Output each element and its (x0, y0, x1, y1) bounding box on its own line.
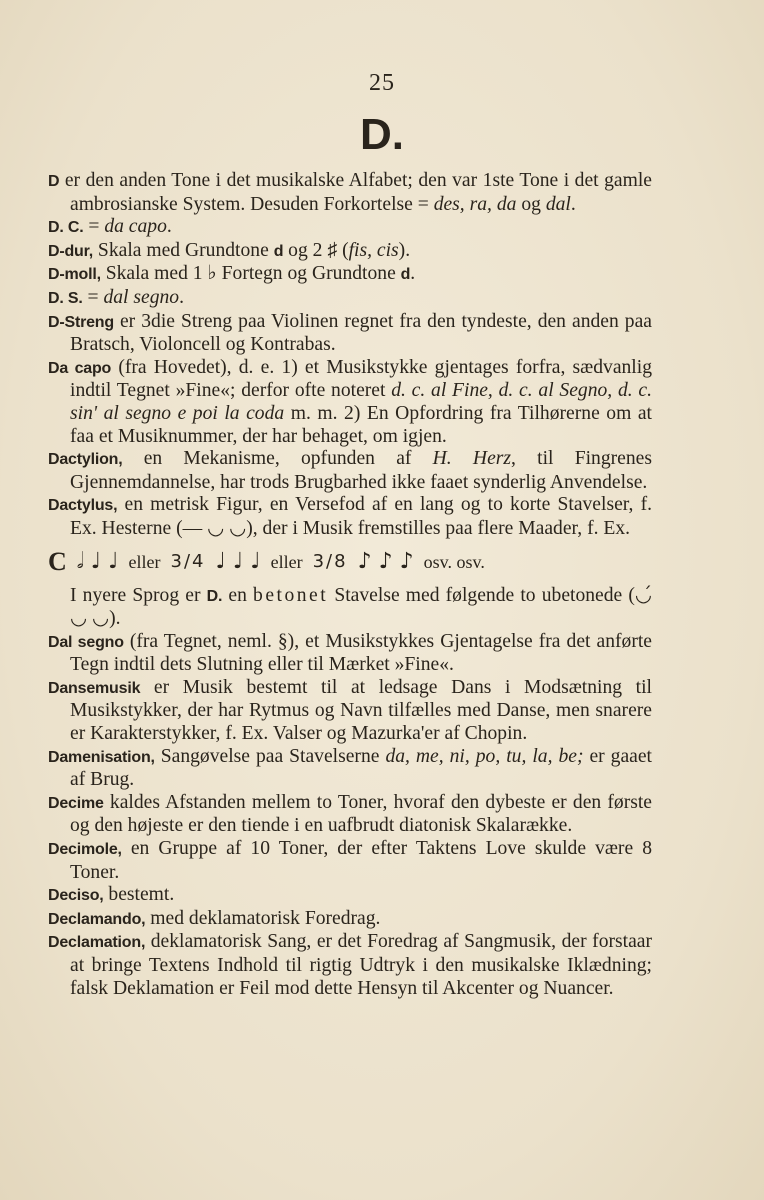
osv-label: osv. osv. (423, 552, 485, 573)
music-notation-example (48, 543, 652, 583)
headword: D. C. (48, 219, 84, 237)
entry-da-capo: Da capo (fra Hovedet), d. e. 1) et Musikstykke gjentages forfra, sædvanlig indtil Tegnet »Fine«; derfor ofte noteret d. c. al Fine, d. c. al Segno, d. c. sin' al segno e poi la coda m. m. 2) En Opfordring fra Tilhørerne om at faa et Musiknummer, der har behaget, om igjen. (48, 356, 652, 447)
entry-d-dur: D-dur, Skala med Grundtone d og 2 ♯ (fis, cis). (48, 239, 411, 261)
entry-d-streng: D-Streng er 3die Streng paa Violinen regnet fra den tyndeste, den anden paa Bratsch, Violoncell og Kontrabas. (48, 310, 652, 356)
entry-dactylion: Dactylion, en Mekanisme, opfunden af H. Herz, til Fingrenes Gjennemdannelse, har trods Brugbarhed ikke faaet synderlig Anvendelse. (48, 448, 652, 493)
headword: D (48, 173, 60, 190)
headword: Decime (48, 794, 104, 812)
headword: Decimole, (48, 841, 122, 859)
entry-dal-segno: Dal segno (fra Tegnet, neml. §), et Musikstykkes Gjentagelse fra det anførte Tegn indtil dets Slutning eller til Mærket »Fine«. (48, 630, 652, 676)
headword: D. S. (48, 289, 83, 307)
headword: Da capo (48, 359, 112, 377)
headword: Dansemusik (48, 679, 141, 697)
headword: Dactylion, (48, 451, 123, 469)
entry-dactylus: Dactylus, en metrisk Figur, en Versefod af en lang og to korte Stavelser, f. Ex. Hesterne (— ◡ ◡), der i Musik fremstilles paa flere Maader, f. Ex. (48, 494, 652, 539)
dictionary-entries (48, 170, 652, 1000)
headword: D-dur, (48, 242, 94, 260)
note-group-3: ♪ ♪ ♪ (357, 549, 414, 575)
headword: Dal segno (48, 633, 124, 651)
entry-declamando: Declamando, med deklamatorisk Foredrag. (48, 907, 381, 929)
headword: Deciso, (48, 887, 104, 905)
headword: Dactylus, (48, 497, 118, 515)
dactylus-followup: I nyere Sprog er D. en betonet Stavelse med følgende to ubetonede (◡́ ◡ ◡). (70, 584, 652, 630)
entry-d-moll: D-moll, Skala med 1 ♭ Fortegn og Grundtone d. (48, 263, 416, 285)
section-letter: D. (360, 110, 404, 159)
entry-decime: Decime kaldes Afstanden mellem to Toner, hvoraf den dybeste er den første og den højeste er den tiende i en uafbrudt diatonisk Skalarække. (48, 791, 652, 837)
entry-deciso: Deciso, bestemt. (48, 884, 175, 906)
entry-ds: D. S. = dal segno. (48, 286, 184, 308)
headword: Declamando, (48, 910, 146, 928)
eller-label: eller (128, 552, 161, 573)
headword: D-Streng (48, 313, 114, 331)
headword: Damenisation, (48, 748, 155, 766)
meter-3-4: 3/4 (170, 551, 206, 573)
page-number: 25 (369, 70, 395, 96)
entry-dc: D. C. = da capo. (48, 216, 172, 238)
entry-declamation: Declamation, deklamatorisk Sang, er det Foredrag af Sangmusik, der forstaar at bringe Textens Indhold til rigtig Udtryk i den musikalske Iklædning; falsk Deklamation er Feil mod dette Hensyn til Akcenter og Nuancer. (48, 931, 652, 999)
entry-dansemusik: Dansemusik er Musik bestemt til at ledsage Dans i Modsætning til Musikstykker, der har Rytmus og Navn tilfælles med Danse, men snarere er Karakterstykker, f. Ex. Valser og Mazurka'er af Chopin. (48, 676, 652, 745)
common-time-sign: C (48, 547, 67, 577)
entry-d: D er den anden Tone i det musikalske Alfabet; den var 1ste Tone i det gamle ambrosianske System. Desuden Forkortelse = des, ra, da og dal. (48, 170, 652, 215)
meter-3-8: 3/8 (312, 551, 348, 573)
note-group-2: ♩ ♩ ♩ (215, 549, 261, 575)
headword: Declamation, (48, 934, 146, 952)
eller-label: eller (270, 552, 303, 573)
headword: D-moll, (48, 266, 101, 284)
note-group-1: 𝅗𝅥 ♩ ♩ (76, 549, 119, 575)
entry-damenisation: Damenisation, Sangøvelse paa Stavelserne da, me, ni, po, tu, la, be; er gaaet af Brug. (48, 745, 652, 791)
entry-decimole: Decimole, en Gruppe af 10 Toner, der efter Taktens Love skulde være 8 Toner. (48, 838, 652, 883)
